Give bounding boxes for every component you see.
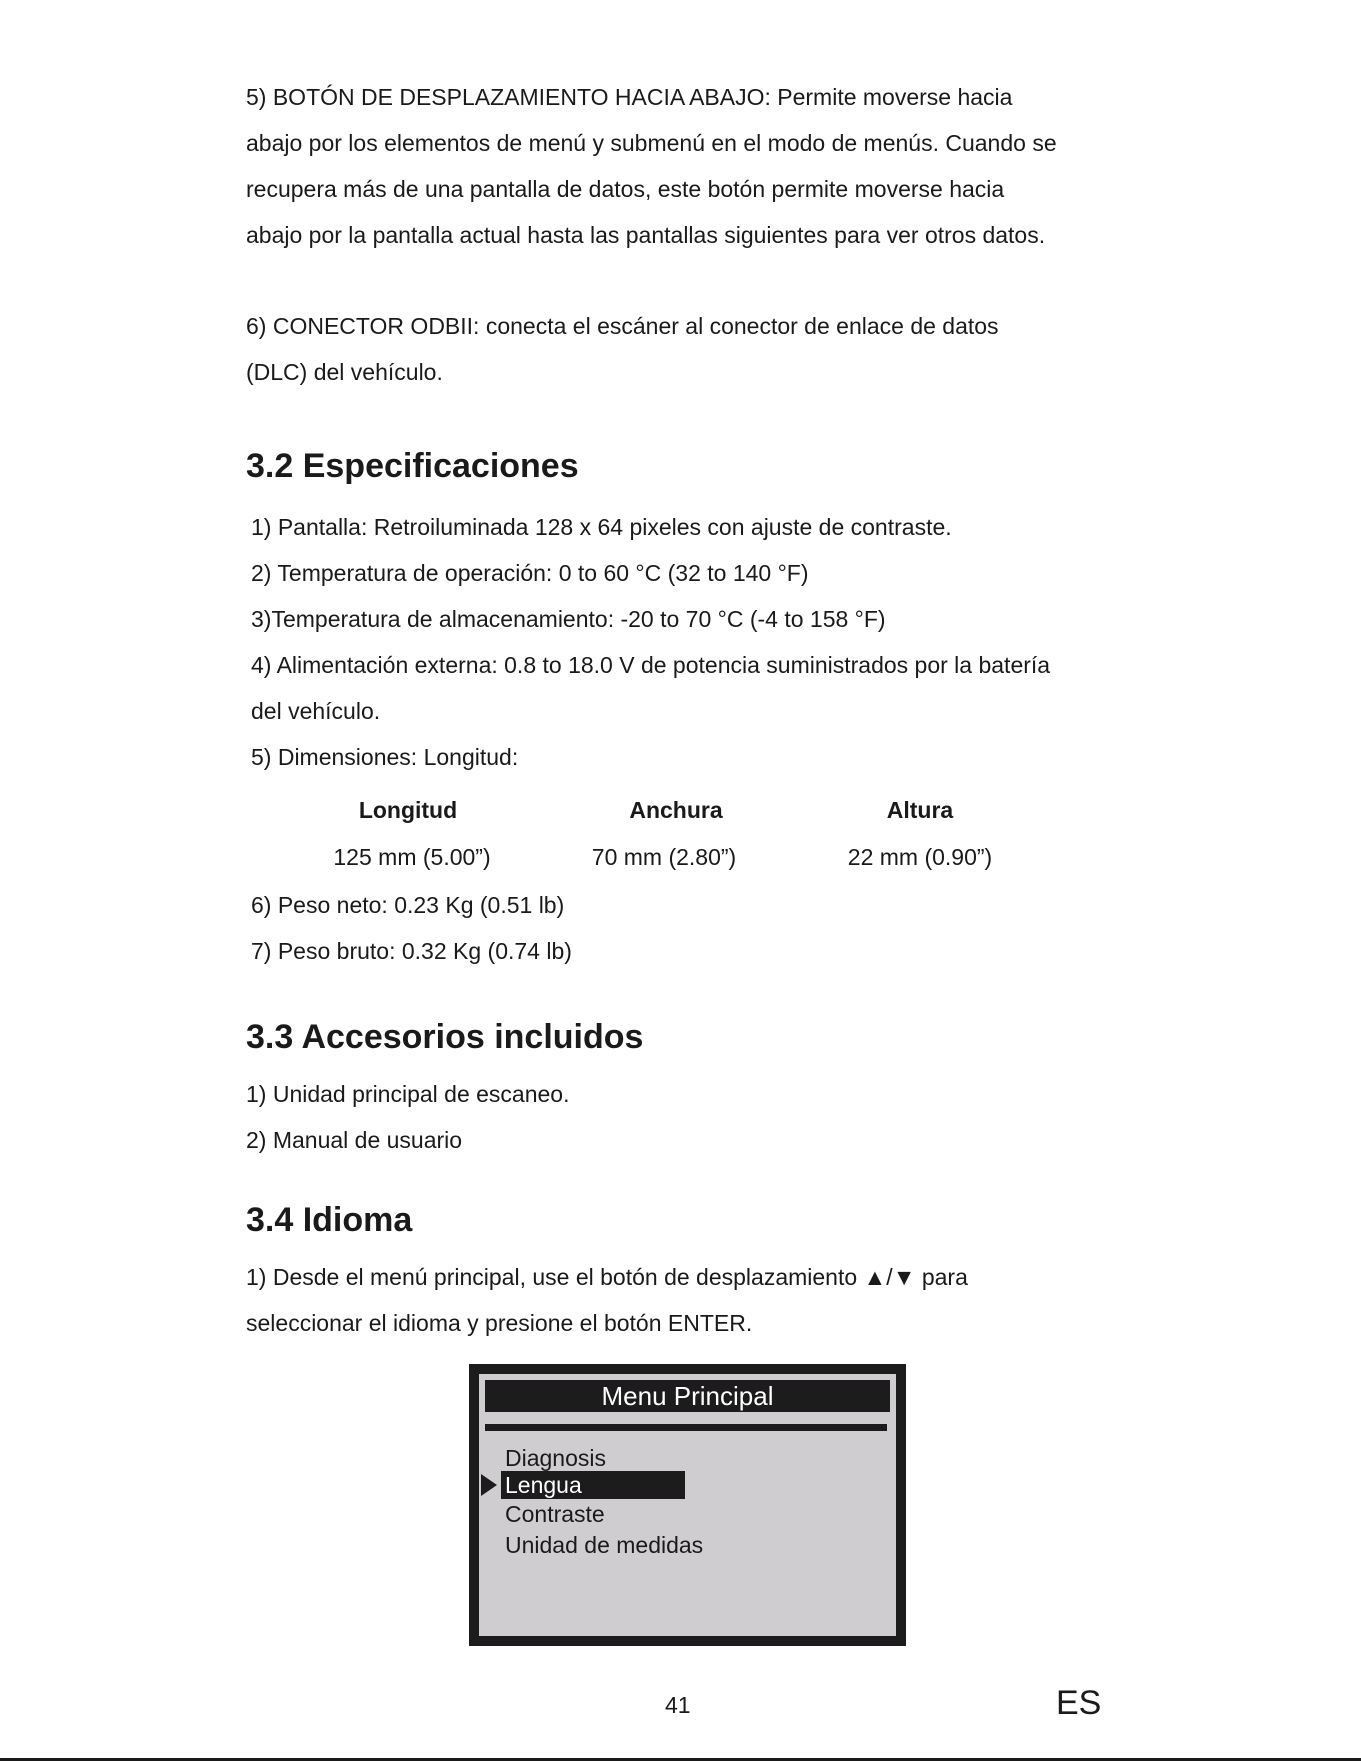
selection-pointer-icon [481, 1474, 497, 1496]
language-text-line2: seleccionar el idioma y presione el botón ENTER. [246, 1310, 753, 1336]
spec-item: 1) Pantalla: Retroiluminada 128 x 64 pixeles con ajuste de contraste. [251, 514, 952, 540]
dim-header-altura: Altura [886, 797, 954, 823]
screen-display [479, 1374, 896, 1636]
screen-divider [485, 1424, 887, 1431]
heading-accessories: 3.3 Accesorios incluidos [246, 1018, 644, 1056]
dim-value-longitud: 125 mm (5.00”) [333, 844, 491, 870]
para5-line2: abajo por los elementos de menú y submenú en el modo de menús. Cuando se [246, 130, 1057, 156]
heading-language: 3.4 Idioma [246, 1201, 413, 1239]
accessory-item: 2) Manual de usuario [246, 1127, 463, 1153]
spec-item: 2) Temperatura de operación: 0 to 60 °C (32 to 140 °F) [251, 560, 809, 586]
dim-header-longitud: Longitud [358, 797, 458, 823]
spec-item: del vehículo. [251, 698, 381, 724]
menu-item-diagnosis: Diagnosis [505, 1445, 606, 1471]
language-code: ES [1056, 1684, 1102, 1722]
screen-title: Menu Principal [485, 1380, 890, 1412]
menu-item-unidad: Unidad de medidas [505, 1532, 704, 1558]
spec-item: 5) Dimensiones: Longitud: [251, 744, 519, 770]
menu-item-lengua: Lengua [501, 1471, 685, 1499]
para6-line2: (DLC) del vehículo. [246, 359, 443, 385]
language-text-line1: 1) Desde el menú principal, use el botón de desplazamiento ▲/▼ para [246, 1264, 968, 1290]
para5-line1: 5) BOTÓN DE DESPLAZAMIENTO HACIA ABAJO: Permite moverse hacia [246, 84, 1013, 110]
spec-weight-net: 6) Peso neto: 0.23 Kg (0.51 lb) [251, 892, 565, 918]
page-number: 41 [665, 1692, 691, 1718]
para5-line4: abajo por la pantalla actual hasta las pantallas siguientes para ver otros datos. [246, 222, 1046, 248]
heading-specs: 3.2 Especificaciones [246, 447, 579, 485]
para5-line3: recupera más de una pantalla de datos, este botón permite moverse hacia [246, 176, 1005, 202]
accessory-item: 1) Unidad principal de escaneo. [246, 1081, 570, 1107]
dim-value-anchura: 70 mm (2.80”) [591, 844, 737, 870]
dim-value-altura: 22 mm (0.90”) [847, 844, 993, 870]
para6-line1: 6) CONECTOR ODBII: conecta el escáner al conector de enlace de datos [246, 313, 999, 339]
scanner-screen [469, 1364, 906, 1646]
spec-weight-gross: 7) Peso bruto: 0.32 Kg (0.74 lb) [251, 938, 572, 964]
dim-header-anchura: Anchura [629, 797, 723, 823]
spec-item: 3)Temperatura de almacenamiento: -20 to 70 °C (-4 to 158 °F) [251, 606, 886, 632]
spec-item: 4) Alimentación externa: 0.8 to 18.0 V de potencia suministrados por la batería [251, 652, 1051, 678]
menu-item-contraste: Contraste [505, 1501, 605, 1527]
